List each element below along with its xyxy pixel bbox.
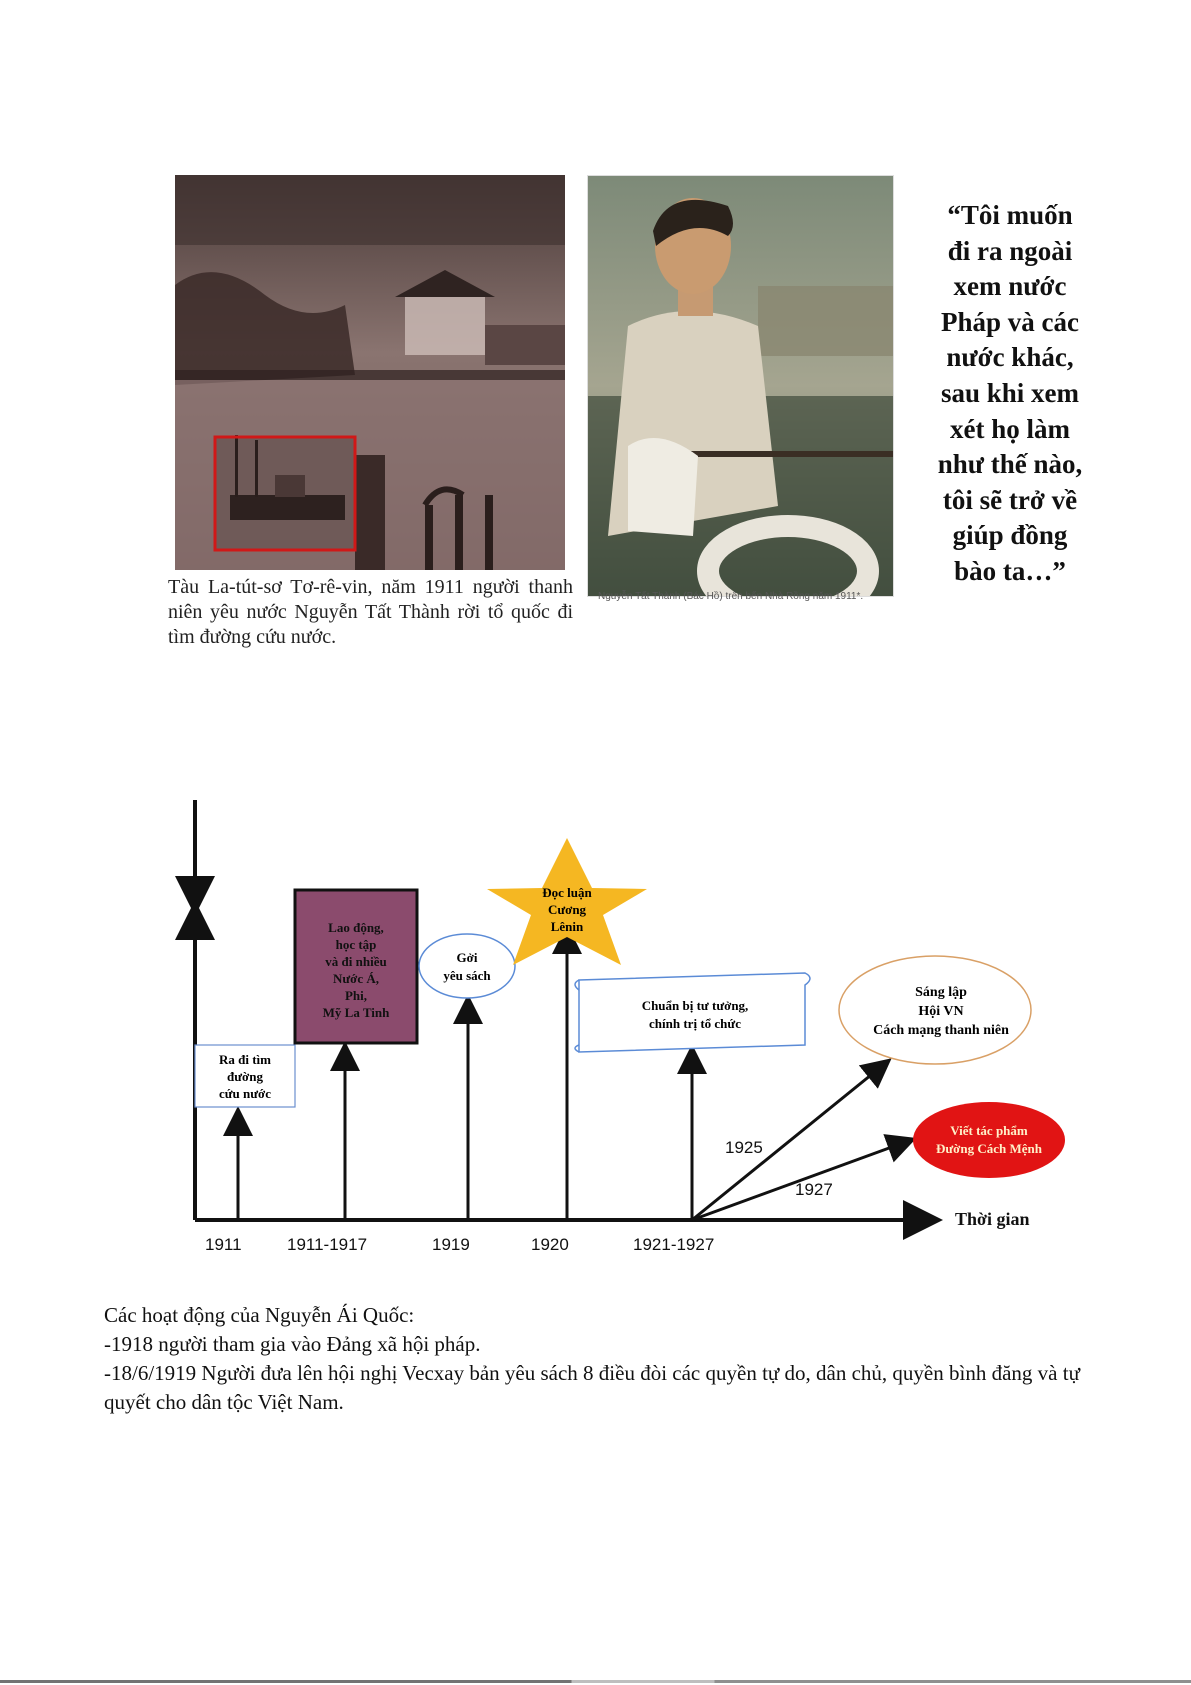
event-1927-ellipse bbox=[913, 1102, 1065, 1178]
event-1925-line: Sáng lập bbox=[915, 985, 967, 1000]
event-1920-line: Đọc luận bbox=[542, 885, 592, 900]
quote-line: đi ra ngoài bbox=[947, 235, 1073, 266]
quote-line: xét họ làm bbox=[950, 413, 1070, 444]
event-1917-box bbox=[295, 890, 417, 1043]
timeline-diagram bbox=[175, 800, 1115, 1270]
year-label-1911-1917: 1911-1917 bbox=[287, 1235, 368, 1254]
year-label-1920: 1920 bbox=[531, 1235, 569, 1254]
event-1917-line: Mỹ La Tinh bbox=[322, 1005, 390, 1020]
branch-year-1925: 1925 bbox=[725, 1138, 763, 1157]
ship-harbor-photo bbox=[175, 175, 565, 570]
event-1919-line: Gởi bbox=[456, 950, 478, 965]
year-label-1921-1927: 1921-1927 bbox=[633, 1235, 715, 1254]
quote-line: như thế nào, bbox=[937, 449, 1083, 480]
quote-line: sau khi xem bbox=[940, 377, 1080, 408]
steamship-harbor-photo-icon bbox=[175, 175, 565, 570]
event-1921-scroll bbox=[575, 973, 810, 1052]
quote-line: tôi sẽ trở về bbox=[942, 484, 1078, 515]
quote-block bbox=[900, 198, 1120, 590]
quote-line: xem nước bbox=[953, 271, 1067, 302]
portrait-photo bbox=[587, 175, 894, 597]
event-1911-line: Ra đi tìm bbox=[219, 1052, 271, 1067]
event-1927-line: Viết tác phẩm bbox=[950, 1123, 1028, 1138]
event-1925-ellipse bbox=[839, 956, 1031, 1064]
event-1921-line: Chuẩn bị tư tưởng, bbox=[641, 998, 749, 1013]
timeline-svg bbox=[175, 800, 1115, 1270]
event-1917-line: Nước Á, bbox=[332, 971, 380, 986]
young-man-portrait-icon bbox=[588, 176, 893, 596]
quote-line: “Tôi muốn bbox=[947, 200, 1073, 230]
event-1920-line: Cương bbox=[547, 902, 587, 917]
portrait-photo-caption: Nguyễn Tất Thành (Bác Hồ) trên bến Nhà Rồng năm 1911*. bbox=[598, 591, 864, 602]
year-label-1919: 1919 bbox=[432, 1235, 470, 1254]
notes-item: -1918 người tham gia vào Đảng xã hội pháp. bbox=[104, 1332, 481, 1356]
year-label-1911: 1911 bbox=[205, 1235, 242, 1254]
branch-year-1927: 1927 bbox=[795, 1180, 833, 1199]
event-1921-line: chính trị tổ chức bbox=[649, 1016, 741, 1031]
event-1917-line: Phi, bbox=[344, 988, 368, 1003]
quote-line: Pháp và các bbox=[941, 306, 1079, 337]
ship-photo-caption: Tàu La-tút-sơ Tơ-rê-vin, năm 1911 người thanh niên yêu nước Nguyễn Tất Thành rời tổ quốc đi tìm đường cứu nước. bbox=[168, 576, 573, 648]
page-bottom-edge bbox=[0, 1680, 1191, 1683]
event-1911-line: cứu nước bbox=[218, 1086, 272, 1101]
quote-line: nước khác, bbox=[946, 342, 1074, 373]
event-1919-ellipse bbox=[419, 934, 515, 998]
event-1917-line: Lao động, bbox=[328, 920, 384, 935]
event-1911-box bbox=[195, 1045, 295, 1107]
event-1911-line: đường bbox=[227, 1069, 263, 1084]
event-1925-line: Hội VN bbox=[918, 1004, 964, 1019]
axis-label: Thời gian bbox=[955, 1209, 1030, 1229]
quote-line: bào ta…” bbox=[954, 555, 1066, 586]
activities-notes bbox=[104, 1301, 1104, 1417]
notes-item: -18/6/1919 Người đưa lên hội nghị Vecxay bản yêu sách 8 điều đòi các quyền tự do, dân chủ, quyền bình đăng và tự quyết cho dân tộc Việt Nam. bbox=[104, 1361, 1080, 1414]
notes-heading: Các hoạt động của Nguyễn Ái Quốc: bbox=[104, 1303, 415, 1327]
event-1917-line: học tập bbox=[335, 937, 377, 952]
event-1919-line: yêu sách bbox=[443, 968, 491, 983]
event-1927-line: Đường Cách Mệnh bbox=[935, 1141, 1043, 1156]
quote-line: giúp đồng bbox=[952, 520, 1068, 551]
event-1920-line: Lênin bbox=[550, 919, 584, 934]
event-1917-line: và đi nhiều bbox=[325, 954, 387, 969]
event-1925-line: Cách mạng thanh niên bbox=[873, 1023, 1009, 1038]
